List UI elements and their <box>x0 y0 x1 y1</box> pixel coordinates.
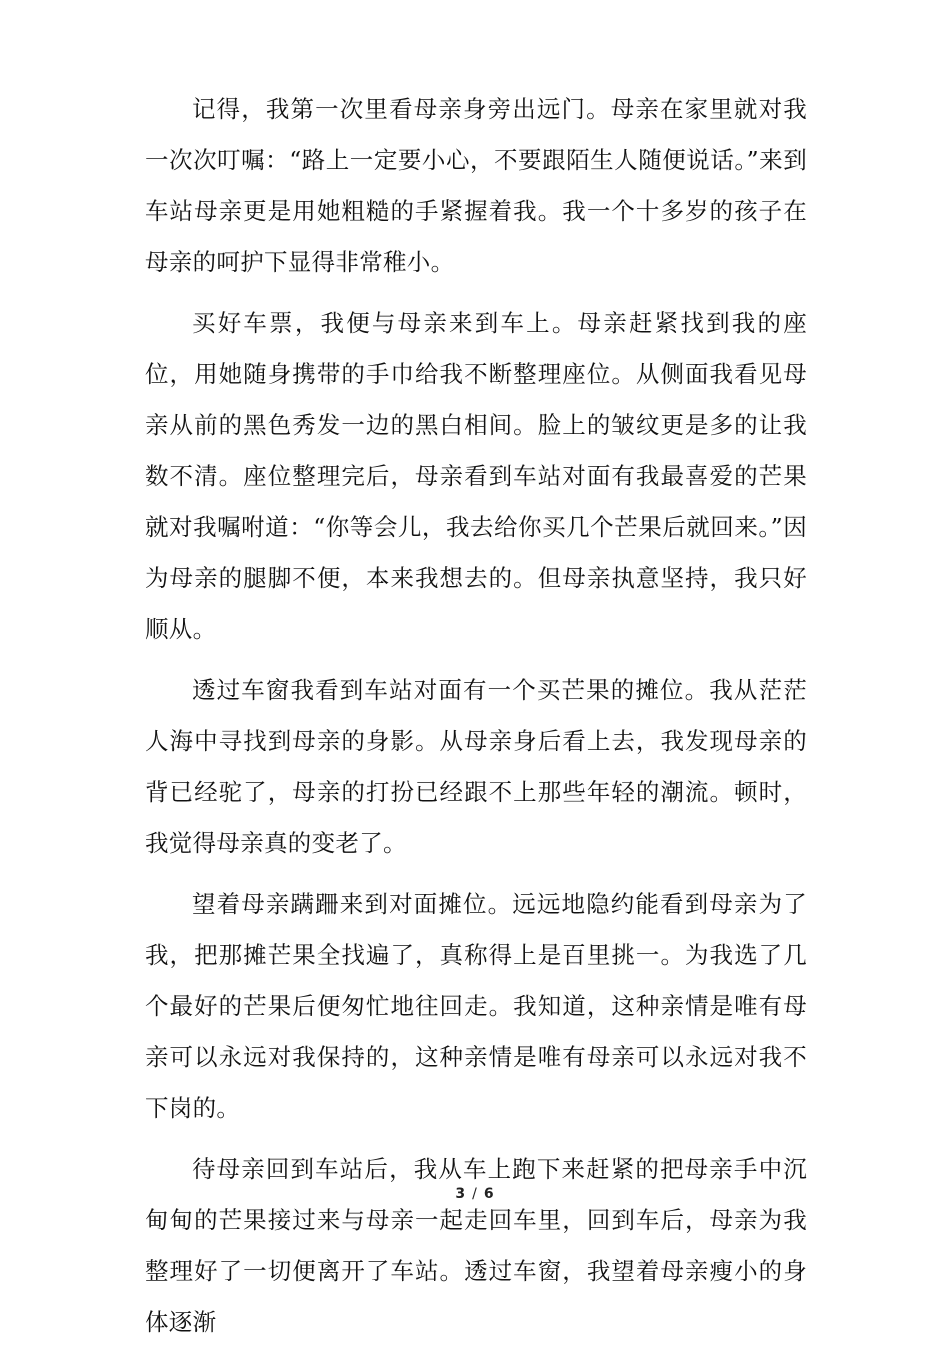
paragraph: 买好车票，我便与母亲来到车上。母亲赶紧找到我的座位，用她随身携带的手巾给我不断整理座位。从侧面我看见母亲从前的黑色秀发一边的黑白相间。脸上的皱纹更是多的让我数不清。座位整理完后，母亲看到车站对面有我最喜爱的芒果就对我嘱咐道：“你等会儿，我去给你买几个芒果后就回来。”因为母亲的腿脚不便，本来我想去的。但母亲执意坚持，我只好顺从。 <box>145 309 807 643</box>
current-page-number: 3 <box>455 1186 467 1202</box>
paragraph: 望着母亲蹒跚来到对面摊位。远远地隐约能看到母亲为了我，把那摊芒果全找遍了，真称得上是百里挑一。为我选了几个最好的芒果后便匆忙地往回走。我知道，这种亲情是唯有母亲可以永远对我保持的，这种亲情是唯有母亲可以永远对我不下岗的。 <box>145 890 807 1122</box>
document-body <box>145 84 807 1358</box>
page-separator: / <box>472 1186 478 1202</box>
total-page-count: 6 <box>483 1186 495 1202</box>
paragraph: 记得，我第一次里看母亲身旁出远门。母亲在家里就对我一次次叮嘱：“路上一定要小心，不要跟陌生人随便说话。”来到车站母亲更是用她粗糙的手紧握着我。我一个十多岁的孩子在母亲的呵护下显得非常稚小。 <box>145 95 807 276</box>
paragraph: 待母亲回到车站后，我从车上跑下来赶紧的把母亲手中沉甸甸的芒果接过来与母亲一起走回车里，回到车后，母亲为我整理好了一切便离开了车站。透过车窗，我望着母亲瘦小的身体逐渐 <box>145 1155 807 1336</box>
paragraph: 透过车窗我看到车站对面有一个买芒果的摊位。我从茫茫人海中寻找到母亲的身影。从母亲身后看上去，我发现母亲的背已经驼了，母亲的打扮已经跟不上那些年轻的潮流。顿时，我觉得母亲真的变老了。 <box>145 676 807 857</box>
page-number <box>0 1186 950 1202</box>
